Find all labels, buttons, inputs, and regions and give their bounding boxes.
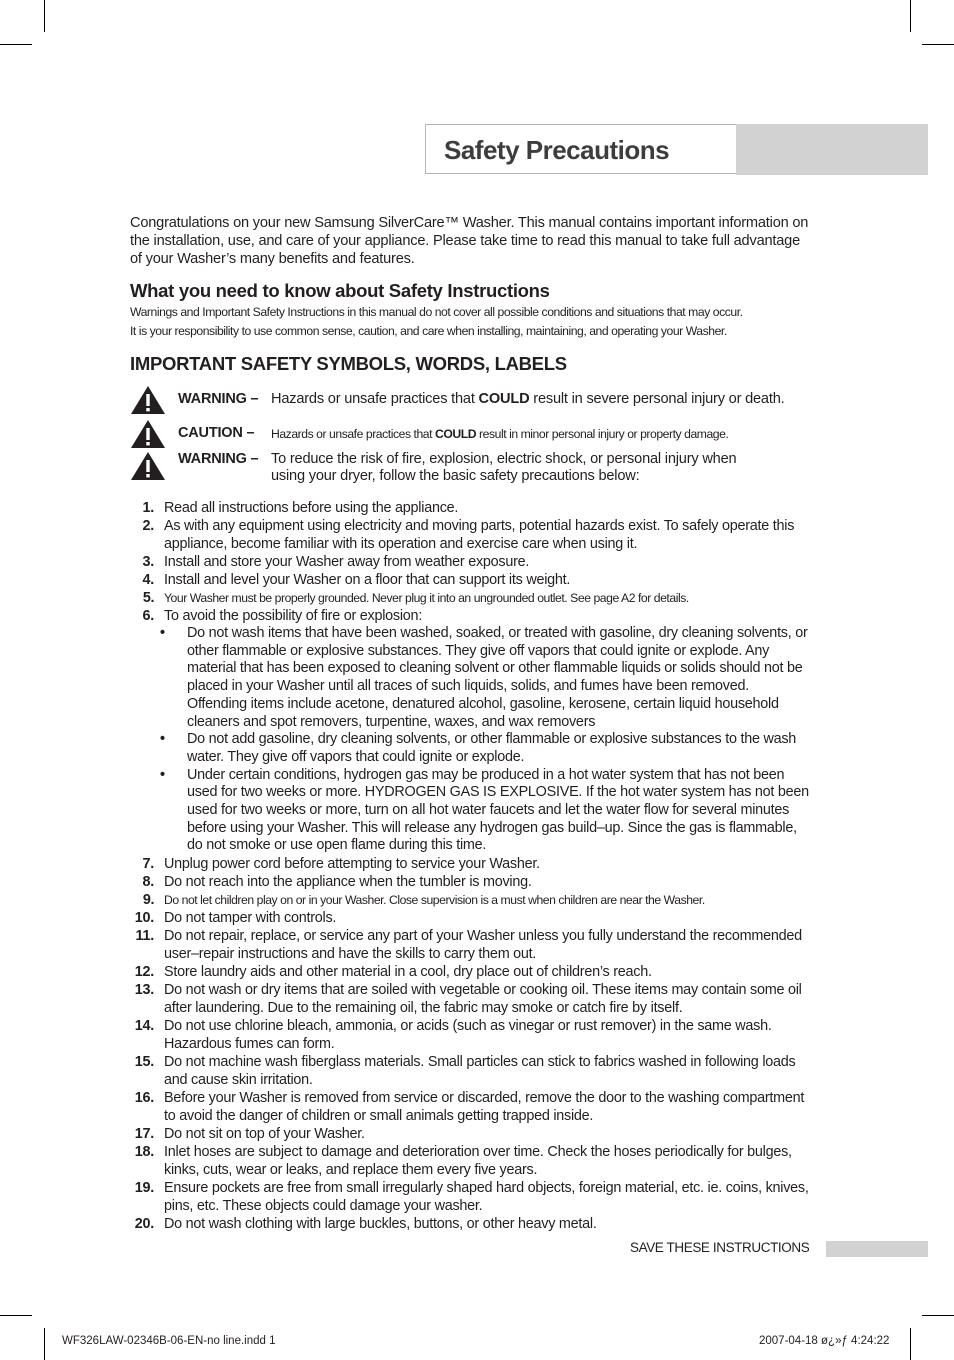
list-item-text: Inlet hoses are subject to damage and deterioration over time. Check the hoses periodically for bulges, kinks, cuts, wear or leaks, and replace them every five years.	[164, 1144, 792, 1179]
crop-mark	[910, 0, 911, 32]
list-item-number: 14.	[134, 1018, 154, 1035]
intro-paragraph: Congratulations on your new Samsung SilverCare™ Washer. This manual contains important information on the installation, use, and care of your appliance. Please take time to read this manual to take full advantage of your Washer’s many benefits and features.	[130, 215, 809, 267]
list-item-number: 16.	[134, 1090, 154, 1107]
know-text	[130, 303, 810, 340]
list-item-number: 6.	[142, 608, 154, 624]
list-item-number: 3.	[142, 554, 154, 570]
list-item	[130, 981, 810, 1017]
list-item	[130, 517, 810, 553]
list-item-text: Do not wash clothing with large buckles, buttons, or other heavy metal.	[164, 1216, 597, 1233]
list-item-text: Do not let children play on or in your Washer. Close supervision is a must when children are near the Washer.	[164, 893, 705, 908]
list-item	[130, 927, 810, 963]
list-item-text: Do not repair, replace, or service any part of your Washer unless you fully understand the recommended user–repair instructions and have the skills to carry them out.	[164, 928, 802, 963]
list-item-number: 13.	[134, 982, 154, 999]
list-item-text: Do not machine wash fiberglass materials. Small particles can stick to fabrics washed in following loads and cause skin irritation.	[164, 1054, 796, 1089]
list-item-number: 18.	[134, 1144, 154, 1161]
symbol-row-warning	[130, 385, 810, 415]
list-item-number: 4.	[142, 572, 154, 588]
save-instructions: SAVE THESE INSTRUCTIONS	[630, 1240, 810, 1255]
list-item	[130, 1125, 810, 1143]
list-item-text: Do not sit on top of your Washer.	[164, 1126, 365, 1143]
list-item-number: 8.	[142, 874, 154, 891]
list-item	[130, 909, 810, 927]
list-item	[130, 1089, 810, 1125]
list-item-number: 9.	[142, 892, 154, 909]
list-item	[130, 891, 810, 909]
list-item-text: Install and store your Washer away from weather exposure.	[164, 554, 530, 570]
caution-triangle-icon	[130, 419, 166, 449]
crop-mark	[910, 1328, 911, 1360]
list-item	[130, 571, 810, 589]
list-item-number: 19.	[134, 1180, 154, 1197]
list-item-text: Your Washer must be properly grounded. Never plug it into an ungrounded outlet. See page A2 for details.	[164, 591, 689, 605]
list-item-text: Unplug power cord before attempting to service your Washer.	[164, 856, 540, 873]
crop-mark	[922, 44, 954, 45]
signal-description: Hazards or unsafe practices that COULD result in minor personal injury or property damage.	[271, 427, 729, 441]
list-item-number: 20.	[134, 1216, 154, 1233]
sub-list-item	[130, 625, 810, 731]
list-item-number: 1.	[142, 500, 154, 516]
know-line-2: It is your responsibility to use common sense, caution, and care when installing, maintaining, and operating your Washer.	[130, 323, 727, 338]
list-item-number: 12.	[134, 964, 154, 981]
list-item	[130, 963, 810, 981]
symbol-row-warning-2	[130, 451, 810, 484]
crop-mark	[922, 1315, 954, 1316]
signal-description: Hazards or unsafe practices that COULD result in severe personal injury or death.	[271, 391, 785, 407]
list-item-text: Read all instructions before using the appliance.	[164, 500, 459, 516]
sub-list-item-text: Do not wash items that have been washed, soaked, or treated with gasoline, dry cleaning solvents, or other flammable or explosive substances. They give off vapors that could ignite or explode. Any material that has been exposed to cleaning solvent or other flammable liquids or solids should not be placed in your Washer until all traces of such liquids, solids, and fumes have been removed. Offending items include acetone, denatured alcohol, gasoline, kerosene, certain liquid household cleaners and spot removers, turpentine, waxes, and wax removers	[187, 625, 808, 730]
warning-triangle-icon	[130, 451, 166, 481]
list-item	[130, 1179, 810, 1215]
footer-bar-accent	[826, 1241, 928, 1257]
list-item-text: To avoid the possibility of fire or explosion:	[164, 608, 423, 624]
list-item-number: 7.	[142, 856, 154, 873]
sub-list-item	[130, 731, 810, 766]
safety-list	[130, 499, 810, 1233]
bullet: •	[160, 766, 165, 783]
crop-mark	[0, 44, 32, 45]
list-item	[130, 1143, 810, 1179]
know-line-1: Warnings and Important Safety Instructions in this manual do not cover all possible conditions and situations that may occur.	[130, 305, 743, 319]
slug-filename: WF326LAW-02346B-06-EN-no line.indd 1	[62, 1335, 276, 1347]
crop-mark	[0, 1315, 32, 1316]
list-item	[130, 1017, 810, 1053]
list-item-text: Ensure pockets are free from small irregularly shaped hard objects, foreign material, etc. ie. coins, knives, pins, etc. These objects could damage your washer.	[164, 1180, 809, 1215]
list-item-number: 17.	[134, 1126, 154, 1143]
list-item	[130, 589, 810, 607]
list-item-text: As with any equipment using electricity and moving parts, potential hazards exist. To safely operate this appliance, become familiar with its operation and exercise care when using it.	[164, 518, 795, 552]
page-title: Safety Precautions	[444, 135, 670, 165]
list-item-number: 15.	[134, 1054, 154, 1071]
crop-mark	[44, 1328, 45, 1360]
section-heading-know: What you need to know about Safety Instructions	[130, 280, 550, 301]
signal-word: CAUTION –	[178, 425, 255, 441]
bullet: •	[160, 731, 165, 748]
list-item-text: Store laundry aids and other material in a cool, dry place out of children’s reach.	[164, 964, 652, 981]
list-item-number: 2.	[142, 518, 154, 534]
sub-list-item-text: Do not add gasoline, dry cleaning solvents, or other flammable or explosive substances to the wash water. They give off vapors that could ignite or explode.	[187, 731, 797, 765]
list-item	[130, 1215, 810, 1233]
list-item-text: Do not use chlorine bleach, ammonia, or acids (such as vinegar or rust remover) in the same wash. Hazardous fumes can form.	[164, 1018, 772, 1053]
list-item-text: Before your Washer is removed from service or discarded, remove the door to the washing compartment to avoid the danger of children or small animals getting trapped inside.	[164, 1090, 805, 1125]
list-item-number: 10.	[134, 910, 154, 927]
sub-list-item-text: Under certain conditions, hydrogen gas may be produced in a hot water system that has not been used for two weeks or more. HYDROGEN GAS IS EXPLOSIVE. If the hot water system has not been used for two weeks or more, turn on all hot water faucets and let the water flow for several minutes before using your Washer. This will release any hydrogen gas build–up. Since the gas is flammable, do not smoke or use open flame during this time.	[187, 766, 809, 854]
signal-description: To reduce the risk of fire, explosion, electric shock, or personal injury when using your dryer, follow the basic safety precautions below:	[271, 451, 737, 484]
signal-word: WARNING –	[178, 451, 259, 467]
list-item	[130, 1053, 810, 1089]
crop-mark	[44, 0, 45, 32]
list-item	[130, 607, 810, 625]
list-item-text: Do not tamper with controls.	[164, 910, 337, 927]
title-bar-accent	[736, 124, 928, 175]
section-heading-symbols: IMPORTANT SAFETY SYMBOLS, WORDS, LABELS	[130, 353, 567, 374]
list-item	[130, 855, 810, 873]
symbol-row-caution	[130, 419, 810, 449]
list-item-number: 5.	[142, 590, 154, 606]
warning-triangle-icon	[130, 385, 166, 415]
list-item-text: Do not reach into the appliance when the tumbler is moving.	[164, 874, 532, 891]
list-item	[130, 499, 810, 517]
list-item-text: Install and level your Washer on a floor that can support its weight.	[164, 572, 571, 588]
list-item-number: 11.	[135, 928, 154, 945]
list-item	[130, 873, 810, 891]
list-item-text: Do not wash or dry items that are soiled with vegetable or cooking oil. These items may contain some oil after laundering. Due to the remaining oil, the fabric may smoke or catch fire by itself.	[164, 982, 802, 1017]
list-item	[130, 553, 810, 571]
signal-word: WARNING –	[178, 391, 259, 407]
title-box	[425, 124, 736, 174]
sub-list-item	[130, 767, 810, 856]
bullet: •	[160, 625, 165, 641]
slug-date: 2007-04-18 ø¿»ƒ 4:24:22	[759, 1335, 890, 1347]
